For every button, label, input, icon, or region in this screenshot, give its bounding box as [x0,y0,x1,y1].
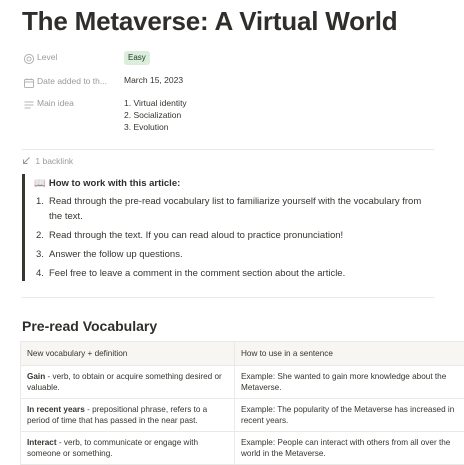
book-icon: 📖 [34,178,46,189]
vocab-definition: - verb, to obtain or acquire something desired or valuable. [27,372,222,392]
arrow-icon [22,156,31,165]
callout-heading-text: How to work with this article: [49,178,180,189]
list-item: 2. Socialization [124,109,187,121]
vocab-definition: - verb, to communicate or engage with someone or something. [27,438,198,458]
calendar-icon [23,77,35,89]
instructions-list [25,194,434,285]
backlinks-toggle[interactable] [22,156,73,166]
vocab-definition: - prepositional phrase, refers to a period of time that has passed in the near past. [27,405,207,425]
property-value[interactable] [124,51,150,65]
list-item: 3. Evolution [124,121,187,133]
table-cell[interactable] [21,366,235,399]
vocab-term: Interact [27,438,57,447]
list-item-text: Answer the follow up questions. [49,249,183,260]
list-item [25,194,434,224]
list-item-text: Read through the pre-read vocabulary list to familiarize yourself with the vocabulary from the text. [49,196,421,222]
table-cell[interactable] [21,399,235,432]
section-heading[interactable]: Pre-read Vocabulary [22,318,157,334]
property-name: Level [37,52,132,62]
target-icon [23,53,35,65]
column-header[interactable]: How to use in a sentence [235,342,464,366]
list-item-text: Read through the text. If you can read aloud to practice pronunciation! [49,230,343,241]
divider [22,297,434,298]
property-name: Main idea [37,98,132,108]
list-item: 1. Virtual identity [124,97,187,109]
instructions-callout [22,174,434,281]
level-badge[interactable]: Easy [124,51,150,65]
table-row [21,366,464,399]
list-item [25,247,434,262]
list-item-text: Feel free to leave a comment in the comment section about the article. [49,268,345,279]
property-name: Date added to th... [37,76,132,86]
table-row [21,432,464,465]
table-header-row [21,342,464,366]
vocab-term: Gain [27,372,45,381]
table-cell[interactable]: Example: The popularity of the Metaverse has increased in recent years. [235,399,464,432]
list-number: 4. [36,266,44,281]
list-item [25,228,434,243]
table-cell[interactable]: Example: People can interact with others from all over the world in the Metaverse. [235,432,464,465]
text-lines-icon [23,99,35,111]
column-header[interactable]: New vocabulary + definition [21,342,235,366]
divider [22,149,434,150]
backlink-label: 1 backlink [35,156,73,166]
property-date-added[interactable] [22,74,462,94]
table-cell[interactable] [21,432,235,465]
list-number: 2. [36,228,44,243]
vocabulary-table [20,341,464,465]
list-number: 1. [36,194,44,209]
table-row [21,399,464,432]
property-value[interactable]: March 15, 2023 [124,75,183,85]
list-number: 3. [36,247,44,262]
main-idea-list[interactable] [124,97,187,133]
callout-heading [34,178,180,189]
vocab-term: In recent years [27,405,85,414]
property-level[interactable] [22,50,462,70]
table-cell[interactable]: Example: She wanted to gain more knowledge about the Metaverse. [235,366,464,399]
property-main-idea[interactable] [22,96,462,136]
page-title[interactable]: The Metaverse: A Virtual World [22,6,397,37]
list-item [25,266,434,281]
